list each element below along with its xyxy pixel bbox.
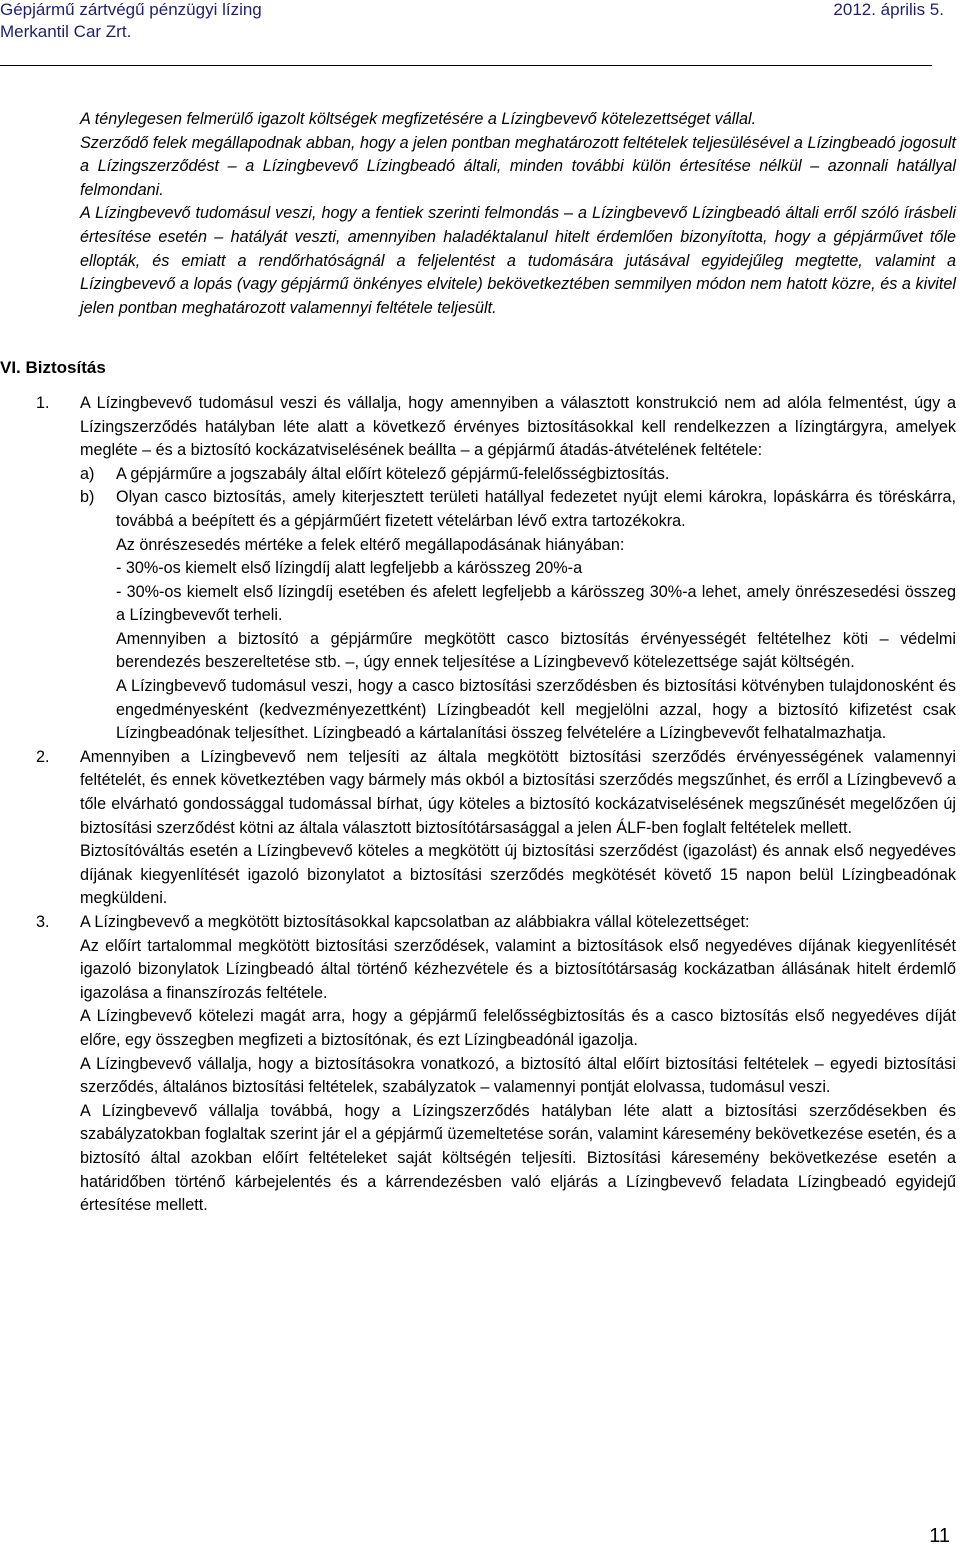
item-number: 2. bbox=[36, 747, 50, 766]
list-item-2 bbox=[36, 746, 956, 911]
sub-item-text: A gépjárműre a jogszabály által előírt kötelező gépjármű-felelősségbiztosítás. bbox=[116, 464, 670, 483]
sub-item-b bbox=[80, 486, 956, 533]
premium-payment: A Lízingbevevő kötelezi magát arra, hogy a gépjármű felelősségbiztosítás és a casco biztosítás első negyedéves díját előre, egy összegben megfizeti a biztosítónak, és ezt Lízingbeadónál igazolja. bbox=[80, 1007, 956, 1049]
header-date: 2012. április 5. bbox=[833, 0, 944, 19]
section-heading: VI. Biztosítás bbox=[0, 358, 106, 378]
insurer-change: Biztosítóváltás esetén a Lízingbevevő köteles a megkötött új biztosítási szerződést (igazolást) és annak első negyedéves díjának kiegyenlítését igazoló bizonylatot a biztosítási szerződés megkötését követő 15 napon belül Lízingbeadónak megküldeni. bbox=[80, 842, 956, 908]
header-divider bbox=[0, 65, 932, 66]
claims-procedure: A Lízingbevevő vállalja továbbá, hogy a Lízingszerződés hatályban léte alatt a biztosítási szerződésekben és szabályzatokban foglaltak szerint jár el a gépjármű üzemeltetése során, valamint káresemény bekövetkezése esetén, és a biztosító által azokban előírt feltételeket saját költségén teljesíti. Biztosítási káresemény bekövetkezése esetén a határidőben történő kárbejelentés és a kárrendezésben való eljárás a Lízingbevevő feladata Lízingbeadó egyidejű értesítése mellett. bbox=[80, 1101, 956, 1215]
item-text: A Lízingbevevő a megkötött biztosításokkal kapcsolatban az alábbiakra vállal kötelezettséget: bbox=[80, 913, 750, 931]
item-text: Amennyiben a Lízingbevevő nem teljesíti az általa megkötött biztosítási szerződés érvényességének valamennyi feltételét, és ennek következtében vagy bármely más okból a biztosítási szerződés megszűnhet, és erről a Lízingbevevő a tőle elvárható gondossággal tudomással bírhat, úgy köteles a biztosító kockázatviselésének megszűnését megelőzően új biztosítási szerződést kötni az általa választott biztosítótársasággal a jelen ÁLF-ben foglalt feltételek mellett. bbox=[80, 747, 956, 837]
header-document-title: Gépjármű zártvégű pénzügyi lízing bbox=[0, 0, 262, 19]
header-company-name: Merkantil Car Zrt. bbox=[0, 22, 132, 41]
sub-item-text: Olyan casco biztosítás, amely kiterjesztett területi hatállyal fedezetet nyújt elemi károkra, lopáskárra és töréskárra, továbbá a beépített és a gépjárműért fizetett vételárban lévő extra tartozékokra. bbox=[116, 488, 956, 530]
deductible-rule-2: - 30%-os kiemelt első lízingdíj esetében és afelett legfeljebb a kárösszeg 30%-a lehet, amely önrészesedési összeg a Lízingbevevőt terheli. bbox=[116, 582, 956, 625]
list-item-3 bbox=[36, 911, 956, 1218]
item-number: 1. bbox=[36, 393, 50, 412]
sub-item-label: b) bbox=[80, 488, 95, 507]
page-number: 11 bbox=[929, 1525, 950, 1547]
sub-item-label: a) bbox=[80, 464, 95, 483]
terms-acknowledgement: A Lízingbevevő vállalja, hogy a biztosításokra vonatkozó, a biztosító által előírt biztosítási feltételek – egyedi biztosítási szerződés, általános biztosítási feltételek, szabályzatok – valamennyi pontját elolvassa, tudomásul veszi. bbox=[80, 1054, 956, 1097]
item-number: 3. bbox=[36, 913, 50, 931]
casco-beneficiary: A Lízingbevevő tudomásul veszi, hogy a casco biztosítási szerződésben és biztosítási kötvényben tulajdonosként és engedményesként (kedvezményezettként) Lízingbeadót kell megjelölni azzal, hogy a biztosító kifizetést csak Lízingbeadónak teljesíthet. Lízingbeadó a kártalanítási összeg felvételére a Lízingbevevőt felhatalmazhatja. bbox=[116, 677, 956, 743]
sub-item-a bbox=[80, 463, 956, 487]
paragraph-termination: Szerződő felek megállapodnak abban, hogy a jelen pontban meghatározott feltételek teljesülésével a Lízingbeadó jogosult a Lízingszerződést – a Lízingbevevő Lízingbeadó általi, minden további külön értesítése nélkül – azonnali hatállyal felmondani. bbox=[80, 133, 956, 199]
paragraph-costs: A ténylegesen felmerülő igazolt költségek megfizetésére a Lízingbevevő kötelezettséget vállal. bbox=[80, 110, 757, 128]
deductible-intro: Az önrészesedés mértéke a felek eltérő megállapodásának hiányában: bbox=[116, 535, 625, 554]
item-text: A Lízingbevevő tudomásul veszi és vállalja, hogy amennyiben a választott konstrukció nem ad alóla felmentést, úgy a Lízingszerződés hatályban léte alatt a következő érvényes biztosításokkal kell rendelkezzen a lízingtárgyra, amelyek megléte – és a biztosító kockázatviselésének beállta – a gépjármű átadás-átvételének feltétele: bbox=[80, 393, 956, 460]
paragraph-theft-exception: A Lízingbevevő tudomásul veszi, hogy a fentiek szerinti felmondás – a Lízingbevevő Lízingbeadó általi erről szóló írásbeli értesítése esetén – hatályát veszti, amennyiben haladéktalanul hitelt érdemlően bizonyította, hogy a gépjárművet tőle ellopták, és emiatt a rendőrhatóságnál a feljelentést a tudomására jutásával egyidejűleg megtette, valamint a Lízingbevevő a lopás (vagy gépjármű önkényes elvitele) bekövetkeztében semmilyen módon nem hatott közre, és a kivitel jelen pontban meghatározott valamennyi feltétele teljesült. bbox=[80, 204, 956, 317]
financing-condition: Az előírt tartalommal megkötött biztosítási szerződések, valamint a biztosítások első negyedéves díjának kiegyenlítését igazoló bizonylatok Lízingbeadó által történő kézhezvétele és a biztosítótársaság kockázatban állásának hitelt érdemlő igazolása a finanszírozás feltétele. bbox=[80, 936, 956, 1002]
deductible-rule-1: - 30%-os kiemelt első lízingdíj alatt legfeljebb a kárösszeg 20%-a bbox=[116, 559, 583, 578]
casco-condition: Amennyiben a biztosító a gépjárműre megkötött casco biztosítás érvényességét feltételhez köti – védelmi berendezés beszereltetése stb. –, úgy ennek teljesítése a Lízingbevevő kötelezettsége saját költségén. bbox=[116, 629, 956, 672]
list-item-1 bbox=[36, 392, 956, 746]
page-body bbox=[0, 108, 956, 1218]
